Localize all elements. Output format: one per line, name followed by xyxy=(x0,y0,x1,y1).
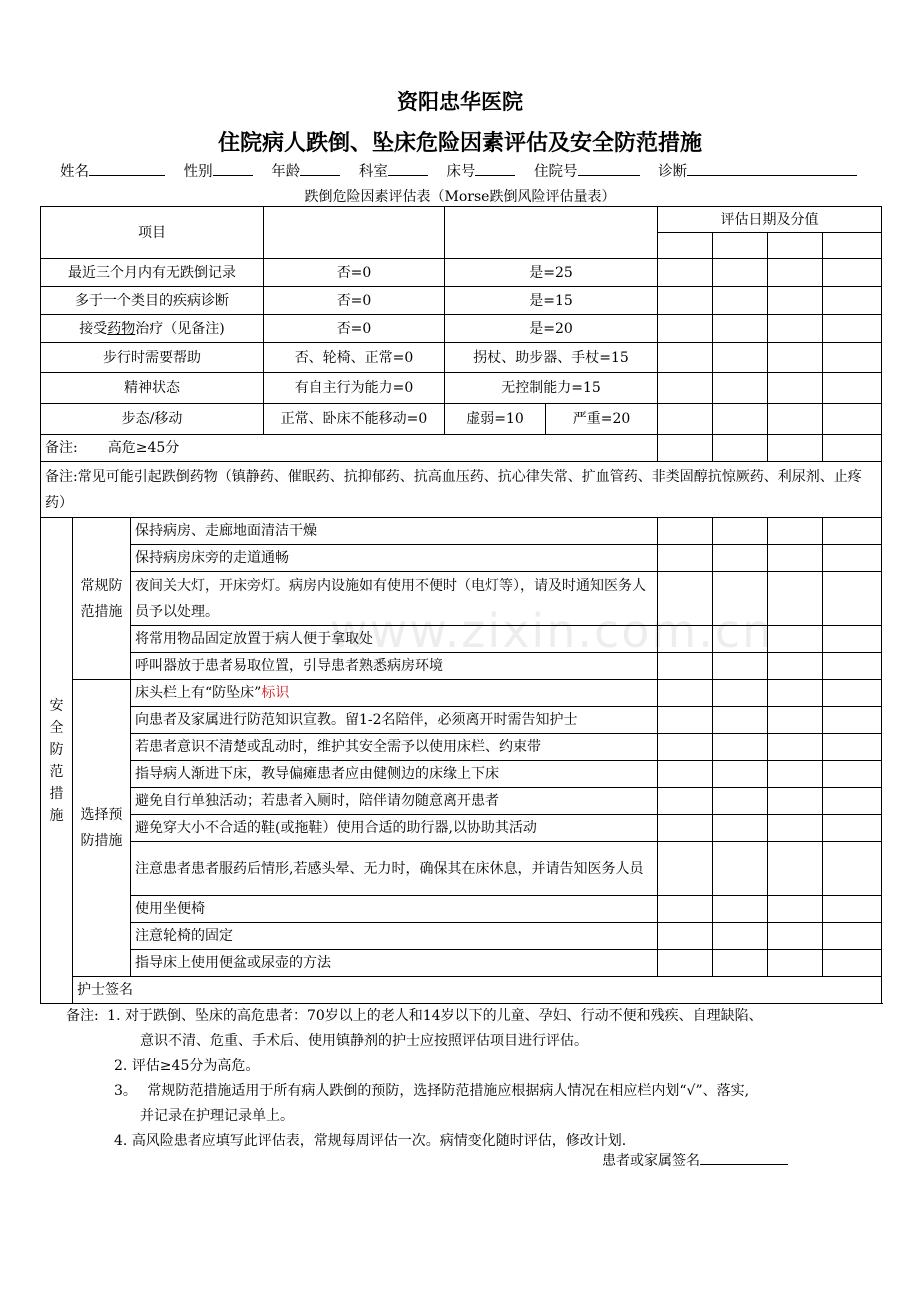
check-cell[interactable] xyxy=(713,572,768,626)
check-cell[interactable] xyxy=(768,896,823,923)
check-cell[interactable] xyxy=(713,734,768,761)
check-cell[interactable] xyxy=(713,518,768,545)
date-cell[interactable] xyxy=(713,233,768,259)
option-header-1 xyxy=(264,207,445,259)
score-cell[interactable] xyxy=(658,404,713,435)
check-cell[interactable] xyxy=(658,761,713,788)
gender-blank[interactable] xyxy=(213,161,253,176)
note-continuation: 意识不清、危重、手术后、使用镇静剂的护士应按照评估项目进行评估。 xyxy=(140,1033,588,1049)
note-item: 备注: 1. 对于跌倒、坠床的高危患者：70岁以上的老人和14岁以下的儿童、孕妇、行动不便和残疾、自理缺陷、 xyxy=(66,1008,763,1024)
diagnosis-blank[interactable] xyxy=(687,161,857,176)
optional-item: 指导病人渐进下床，教导偏瘫患者应由健侧边的床缘上下床 xyxy=(131,761,658,788)
age-blank[interactable] xyxy=(300,161,340,176)
risk-item: 精神状态 xyxy=(41,373,264,404)
check-cell[interactable] xyxy=(713,842,768,896)
check-cell[interactable] xyxy=(768,626,823,653)
total-score-cell[interactable] xyxy=(823,435,882,462)
score-cell[interactable] xyxy=(768,373,823,404)
watermark: www.zixin.com.cn xyxy=(330,604,774,658)
routine-measures-label: 常规防范措施 xyxy=(73,518,131,680)
note-continuation: 并记录在护理记录单上。 xyxy=(140,1108,294,1124)
score-cell[interactable] xyxy=(713,404,768,435)
check-cell[interactable] xyxy=(768,734,823,761)
score-cell[interactable] xyxy=(713,259,768,287)
check-cell[interactable] xyxy=(713,626,768,653)
check-cell[interactable] xyxy=(823,626,882,653)
field-department[interactable]: 科室 xyxy=(359,164,428,180)
field-admission-no[interactable]: 住院号 xyxy=(534,164,640,180)
score-cell[interactable] xyxy=(823,315,882,343)
optional-item: 床头栏上有“防坠床”标识 xyxy=(131,680,658,707)
risk-option-no: 否、轮椅、正常=0 xyxy=(264,343,445,373)
total-score-cell[interactable] xyxy=(713,435,768,462)
check-cell[interactable] xyxy=(658,545,713,572)
risk-option-no: 否=0 xyxy=(264,287,445,315)
hospital-name: 资阳忠华医院 xyxy=(397,89,523,114)
date-cell[interactable] xyxy=(823,233,882,259)
routine-item: 保持病房床旁的走道通畅 xyxy=(131,545,658,572)
assessment-table xyxy=(40,206,882,1004)
risk-option-yes: 是=15 xyxy=(445,287,658,315)
check-cell[interactable] xyxy=(823,815,882,842)
total-score-cell[interactable] xyxy=(768,435,823,462)
check-cell[interactable] xyxy=(823,707,882,734)
nurse-signature-label: 护士签名 xyxy=(73,977,882,1004)
optional-item: 若患者意识不清楚或乱动时，维护其安全需予以使用床栏、约束带 xyxy=(131,734,658,761)
check-cell[interactable] xyxy=(823,923,882,950)
risk-option-yes: 是=25 xyxy=(445,259,658,287)
date-cell[interactable] xyxy=(658,233,713,259)
form-title: 住院病人跌倒、坠床危险因素评估及安全防范措施 xyxy=(217,130,702,156)
check-cell[interactable] xyxy=(658,572,713,626)
option-header-2 xyxy=(445,207,658,259)
high-risk-note: 备注: 高危≥45分 xyxy=(41,435,658,462)
risk-option-no: 有自主行为能力=0 xyxy=(264,373,445,404)
risk-option-no: 否=0 xyxy=(264,315,445,343)
risk-row xyxy=(41,287,882,315)
check-cell[interactable] xyxy=(658,518,713,545)
risk-item: 步态/移动 xyxy=(41,404,264,435)
check-cell[interactable] xyxy=(823,896,882,923)
note-item: 3。 常规防范措施适用于所有病人跌倒的预防，选择防范措施应根据病人情况在相应栏内划“√”、落实, xyxy=(114,1083,750,1099)
date-score-header: 评估日期及分值 xyxy=(658,207,882,233)
check-cell[interactable] xyxy=(768,707,823,734)
check-cell[interactable] xyxy=(768,788,823,815)
risk-option-weak: 虚弱=10 xyxy=(445,404,546,435)
score-cell[interactable] xyxy=(713,343,768,373)
check-cell[interactable] xyxy=(713,896,768,923)
score-cell[interactable] xyxy=(823,373,882,404)
risk-item: 步行时需要帮助 xyxy=(41,343,264,373)
score-cell[interactable] xyxy=(823,259,882,287)
check-cell[interactable] xyxy=(768,572,823,626)
total-score-cell[interactable] xyxy=(658,435,713,462)
risk-option-yes: 无控制能力=15 xyxy=(445,373,658,404)
check-cell[interactable] xyxy=(823,950,882,977)
nurse-sign-row xyxy=(41,977,882,1004)
check-cell[interactable] xyxy=(713,545,768,572)
risk-option-severe: 严重=20 xyxy=(546,404,658,435)
check-cell[interactable] xyxy=(823,653,882,680)
routine-item: 呼叫器放于患者易取位置，引导患者熟悉病房环境 xyxy=(131,653,658,680)
check-cell[interactable] xyxy=(768,842,823,896)
field-name[interactable]: 姓名 xyxy=(60,164,165,180)
check-cell[interactable] xyxy=(658,653,713,680)
safety-measures-label: 安全防范措施 xyxy=(41,518,73,1004)
risk-row xyxy=(41,259,882,287)
score-cell[interactable] xyxy=(768,343,823,373)
score-cell[interactable] xyxy=(658,259,713,287)
check-cell[interactable] xyxy=(713,950,768,977)
risk-row-gait xyxy=(41,404,882,435)
check-cell[interactable] xyxy=(713,788,768,815)
score-cell[interactable] xyxy=(823,404,882,435)
score-cell[interactable] xyxy=(713,287,768,315)
score-cell[interactable] xyxy=(713,373,768,404)
check-cell[interactable] xyxy=(823,680,882,707)
check-cell[interactable] xyxy=(713,680,768,707)
check-cell[interactable] xyxy=(768,680,823,707)
risk-item: 多于一个类目的疾病诊断 xyxy=(41,287,264,315)
score-cell[interactable] xyxy=(768,315,823,343)
routine-item: 将常用物品固定放置于病人便于拿取处 xyxy=(131,626,658,653)
check-cell[interactable] xyxy=(658,788,713,815)
risk-row xyxy=(41,343,882,373)
risk-option-yes: 是=20 xyxy=(445,315,658,343)
optional-measures-label: 选择预防措施 xyxy=(73,680,131,977)
bed-blank[interactable] xyxy=(475,161,515,176)
family-signature: 患者或家属签名 xyxy=(602,1150,788,1170)
check-cell[interactable] xyxy=(768,545,823,572)
check-cell[interactable] xyxy=(658,734,713,761)
medication-link[interactable]: 药物 xyxy=(107,320,136,337)
check-cell[interactable] xyxy=(768,923,823,950)
risk-option-normal: 正常、卧床不能移动=0 xyxy=(264,404,445,435)
label-highlight: 标识 xyxy=(261,685,290,701)
check-cell[interactable] xyxy=(713,761,768,788)
check-cell[interactable] xyxy=(713,923,768,950)
check-cell[interactable] xyxy=(768,815,823,842)
score-cell[interactable] xyxy=(713,315,768,343)
risk-option-yes: 拐杖、助步器、手杖=15 xyxy=(445,343,658,373)
footnotes xyxy=(66,1004,886,1154)
risk-option-no: 否=0 xyxy=(264,259,445,287)
check-cell[interactable] xyxy=(713,707,768,734)
name-blank[interactable] xyxy=(89,161,165,176)
optional-item: 向患者及家属进行防范知识宣教。留1-2名陪伴，必须离开时需告知护士 xyxy=(131,707,658,734)
check-cell[interactable] xyxy=(768,950,823,977)
check-cell[interactable] xyxy=(658,707,713,734)
check-cell[interactable] xyxy=(823,518,882,545)
score-cell[interactable] xyxy=(823,343,882,373)
optional-item: 注意轮椅的固定 xyxy=(131,923,658,950)
optional-item: 避免自行单独活动；若患者入厕时，陪伴请勿随意离开患者 xyxy=(131,788,658,815)
check-cell[interactable] xyxy=(658,842,713,896)
check-cell[interactable] xyxy=(823,545,882,572)
check-cell[interactable] xyxy=(768,761,823,788)
risk-item: 最近三个月内有无跌倒记录 xyxy=(41,259,264,287)
field-gender[interactable]: 性别 xyxy=(184,164,253,180)
admission-no-blank[interactable] xyxy=(578,161,640,176)
score-cell[interactable] xyxy=(658,315,713,343)
score-cell[interactable] xyxy=(658,343,713,373)
risk-row xyxy=(41,373,882,404)
check-cell[interactable] xyxy=(823,761,882,788)
check-cell[interactable] xyxy=(658,896,713,923)
item-header: 项目 xyxy=(41,207,264,259)
score-cell[interactable] xyxy=(658,287,713,315)
check-cell[interactable] xyxy=(658,680,713,707)
check-cell[interactable] xyxy=(658,950,713,977)
check-cell[interactable] xyxy=(713,653,768,680)
optional-item: 指导床上使用便盆或尿壶的方法 xyxy=(131,950,658,977)
optional-item: 避免穿大小不合适的鞋(或拖鞋）使用合适的助行器,以协助其活动 xyxy=(131,815,658,842)
drug-note-row xyxy=(41,462,882,518)
routine-item: 夜间关大灯，开床旁灯。病房内设施如有使用不便时（电灯等），请及时通知医务人员予以处理。 xyxy=(131,572,658,626)
table-subtitle: 跌倒危险因素评估表（Morse跌倒风险评估量表） xyxy=(304,189,616,205)
optional-item: 注意患者患者服药后情形,若感头晕、无力时，确保其在床休息，并请告知医务人员 xyxy=(131,842,658,896)
drug-note: 备注:常见可能引起跌倒药物（镇静药、催眠药、抗抑郁药、抗高血压药、抗心律失常、扩血管药、非类固醇抗惊厥药、利尿剂、止疼药） xyxy=(41,462,882,518)
field-diagnosis[interactable]: 诊断 xyxy=(658,164,857,180)
score-cell[interactable] xyxy=(768,404,823,435)
signature-blank[interactable] xyxy=(700,1150,788,1165)
note-item: 2. 评估≥45分为高危。 xyxy=(114,1058,260,1074)
check-cell[interactable] xyxy=(713,815,768,842)
score-cell[interactable] xyxy=(823,287,882,315)
note-item: 4. 高风险患者应填写此评估表，常规每周评估一次。病情变化随时评估，修改计划. xyxy=(114,1133,627,1149)
check-cell[interactable] xyxy=(823,788,882,815)
risk-item: 接受药物治疗（见备注) xyxy=(41,315,264,343)
score-cell[interactable] xyxy=(658,373,713,404)
patient-info-line xyxy=(60,160,880,181)
check-cell[interactable] xyxy=(823,572,882,626)
check-cell[interactable] xyxy=(658,626,713,653)
risk-row xyxy=(41,315,882,343)
date-cell[interactable] xyxy=(768,233,823,259)
department-blank[interactable] xyxy=(388,161,428,176)
check-cell[interactable] xyxy=(768,518,823,545)
check-cell[interactable] xyxy=(658,815,713,842)
field-age[interactable]: 年龄 xyxy=(271,164,340,180)
high-risk-note-row xyxy=(41,435,882,462)
check-cell[interactable] xyxy=(658,923,713,950)
check-cell[interactable] xyxy=(768,653,823,680)
check-cell[interactable] xyxy=(823,734,882,761)
score-cell[interactable] xyxy=(768,259,823,287)
check-cell[interactable] xyxy=(823,842,882,896)
routine-item: 保持病房、走廊地面清洁干燥 xyxy=(131,518,658,545)
optional-item: 使用坐便椅 xyxy=(131,896,658,923)
field-bed[interactable]: 床号 xyxy=(446,164,515,180)
score-cell[interactable] xyxy=(768,287,823,315)
